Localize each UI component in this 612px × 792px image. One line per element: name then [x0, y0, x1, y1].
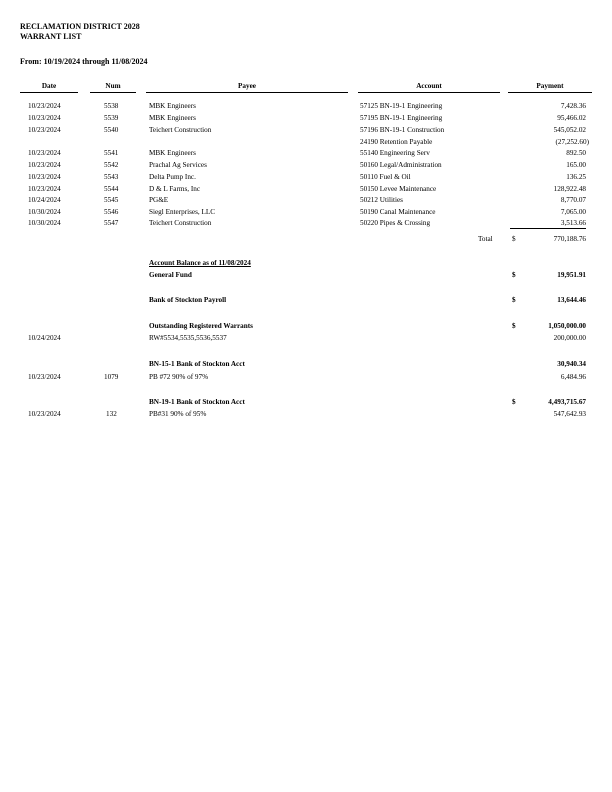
row-payment: 8,770.07 — [560, 196, 586, 204]
row-payee: Teichert Construction — [149, 219, 212, 227]
payroll-row — [0, 295, 612, 306]
total-row — [0, 234, 612, 245]
payroll-label: Bank of Stockton Payroll — [149, 296, 227, 304]
total-amount: 770,188.76 — [553, 235, 586, 243]
row-payment: 136.25 — [566, 173, 586, 181]
column-header-date: Date — [20, 82, 78, 93]
payroll-amount: 13,644.46 — [557, 296, 586, 304]
date-range: From: 10/19/2024 through 11/08/2024 — [20, 57, 148, 66]
row-payment: 165.00 — [566, 161, 586, 169]
row-num: 5539 — [104, 114, 119, 122]
row-num: 5543 — [104, 173, 119, 181]
row-payment: 128,922.48 — [553, 185, 586, 193]
total-dollar-sign: $ — [512, 235, 516, 243]
row-payee: MBK Engineers — [149, 149, 196, 157]
row-date: 10/23/2024 — [28, 126, 61, 134]
row-payee: MBK Engineers — [149, 102, 196, 110]
column-header-account: Account — [358, 82, 500, 93]
rw-date: 10/24/2024 — [28, 334, 61, 342]
row-date: 10/30/2024 — [28, 208, 61, 216]
general-fund-dollar-sign: $ — [512, 271, 516, 279]
report-title: WARRANT LIST — [20, 32, 82, 41]
pb-72-description: PB #72 90% of 97% — [149, 373, 209, 381]
pb-31-amount: 547,642.93 — [553, 410, 586, 418]
table-row — [0, 113, 612, 124]
column-header-payment: Payment — [508, 82, 592, 93]
table-row — [0, 184, 612, 195]
column-header-num: Num — [90, 82, 136, 93]
row-payment: 7,065.00 — [560, 208, 586, 216]
row-date: 10/23/2024 — [28, 149, 61, 157]
payroll-dollar-sign: $ — [512, 296, 516, 304]
row-num: 5538 — [104, 102, 119, 110]
row-account: 50220 Pipes & Crossing — [360, 219, 431, 227]
row-num: 5544 — [104, 185, 119, 193]
row-payee: Delta Pump Inc. — [149, 173, 196, 181]
total-label: Total — [478, 235, 493, 243]
row-payment: 892.50 — [566, 149, 586, 157]
row-account: 50160 Legal/Administration — [360, 161, 442, 169]
row-num: 5545 — [104, 196, 119, 204]
row-num: 5546 — [104, 208, 119, 216]
row-date: 10/24/2024 — [28, 196, 61, 204]
row-account: 50190 Canal Maintenance — [360, 208, 436, 216]
balances-heading: Account Balance as of 11/08/2024 — [149, 259, 251, 267]
row-payee: Teichert Construction — [149, 126, 212, 134]
pb-31-num: 132 — [106, 410, 117, 418]
rw-amount: 200,000.00 — [553, 334, 586, 342]
row-num: 5540 — [104, 126, 119, 134]
row-payment: 7,428.36 — [560, 102, 586, 110]
row-account: 57195 BN-19-1 Engineering — [360, 114, 443, 122]
outstanding-dollar-sign: $ — [512, 322, 516, 330]
bn-15-1-amount: 30,940.34 — [557, 360, 586, 368]
bn-19-1-amount: 4,493,715.67 — [548, 398, 586, 406]
row-date: 10/30/2024 — [28, 219, 61, 227]
row-payment: (27,252.60) — [555, 138, 589, 146]
row-num: 5541 — [104, 149, 119, 157]
row-payee: D & L Farms, Inc — [149, 185, 201, 193]
outstanding-row — [0, 321, 612, 332]
row-date: 10/23/2024 — [28, 102, 61, 110]
row-payment: 3,513.66 — [560, 219, 586, 227]
bn-15-1-label: BN-15-1 Bank of Stockton Acct — [149, 360, 245, 368]
table-row — [0, 148, 612, 159]
pb-72-num: 1079 — [104, 373, 119, 381]
row-payee: PG&E — [149, 196, 169, 204]
bn-19-1-row — [0, 397, 612, 408]
row-account: 50212 Utilities — [360, 196, 403, 204]
row-date: 10/23/2024 — [28, 173, 61, 181]
row-payee: MBK Engineers — [149, 114, 196, 122]
district-title: RECLAMATION DISTRICT 2028 — [20, 22, 140, 31]
general-fund-row — [0, 270, 612, 281]
bn-19-1-dollar-sign: $ — [512, 398, 516, 406]
row-account: 24190 Retention Payable — [360, 138, 433, 146]
row-date: 10/23/2024 — [28, 114, 61, 122]
table-row — [0, 207, 612, 218]
rw-description: RW#5534,5535,5536,5537 — [149, 334, 227, 342]
table-row — [0, 101, 612, 112]
general-fund-amount: 19,951.91 — [557, 271, 586, 279]
table-row — [0, 172, 612, 183]
pb-72-row — [0, 372, 612, 383]
pb-72-amount: 6,484.96 — [560, 373, 586, 381]
pb-31-date: 10/23/2024 — [28, 410, 61, 418]
row-payment: 545,052.02 — [553, 126, 586, 134]
table-row — [0, 160, 612, 171]
table-row — [0, 195, 612, 206]
bn-19-1-label: BN-19-1 Bank of Stockton Acct — [149, 398, 245, 406]
row-num: 5542 — [104, 161, 119, 169]
row-account: 50150 Levee Maintenance — [360, 185, 437, 193]
row-account: 57196 BN-19-1 Construction — [360, 126, 445, 134]
general-fund-label: General Fund — [149, 271, 192, 279]
row-account: 55140 Engineering Serv — [360, 149, 430, 157]
total-rule — [510, 228, 586, 229]
balances-heading-row — [0, 258, 612, 269]
pb-31-row — [0, 409, 612, 420]
row-payment: 95,466.02 — [557, 114, 586, 122]
column-header-payee: Payee — [146, 82, 348, 93]
table-row — [0, 137, 612, 148]
outstanding-label: Outstanding Registered Warrants — [149, 322, 253, 330]
row-num: 5547 — [104, 219, 119, 227]
outstanding-amount: 1,050,000.00 — [548, 322, 586, 330]
row-payee: Prachal Ag Services — [149, 161, 207, 169]
row-date: 10/23/2024 — [28, 185, 61, 193]
registered-warrant-row — [0, 333, 612, 344]
bn-15-1-row — [0, 359, 612, 370]
pb-31-description: PB#31 90% of 95% — [149, 410, 207, 418]
row-account: 57125 BN-19-1 Engineering — [360, 102, 443, 110]
row-payee: Siegl Enterprises, LLC — [149, 208, 216, 216]
table-row — [0, 125, 612, 136]
pb-72-date: 10/23/2024 — [28, 373, 61, 381]
row-date: 10/23/2024 — [28, 161, 61, 169]
row-account: 50110 Fuel & Oil — [360, 173, 411, 181]
